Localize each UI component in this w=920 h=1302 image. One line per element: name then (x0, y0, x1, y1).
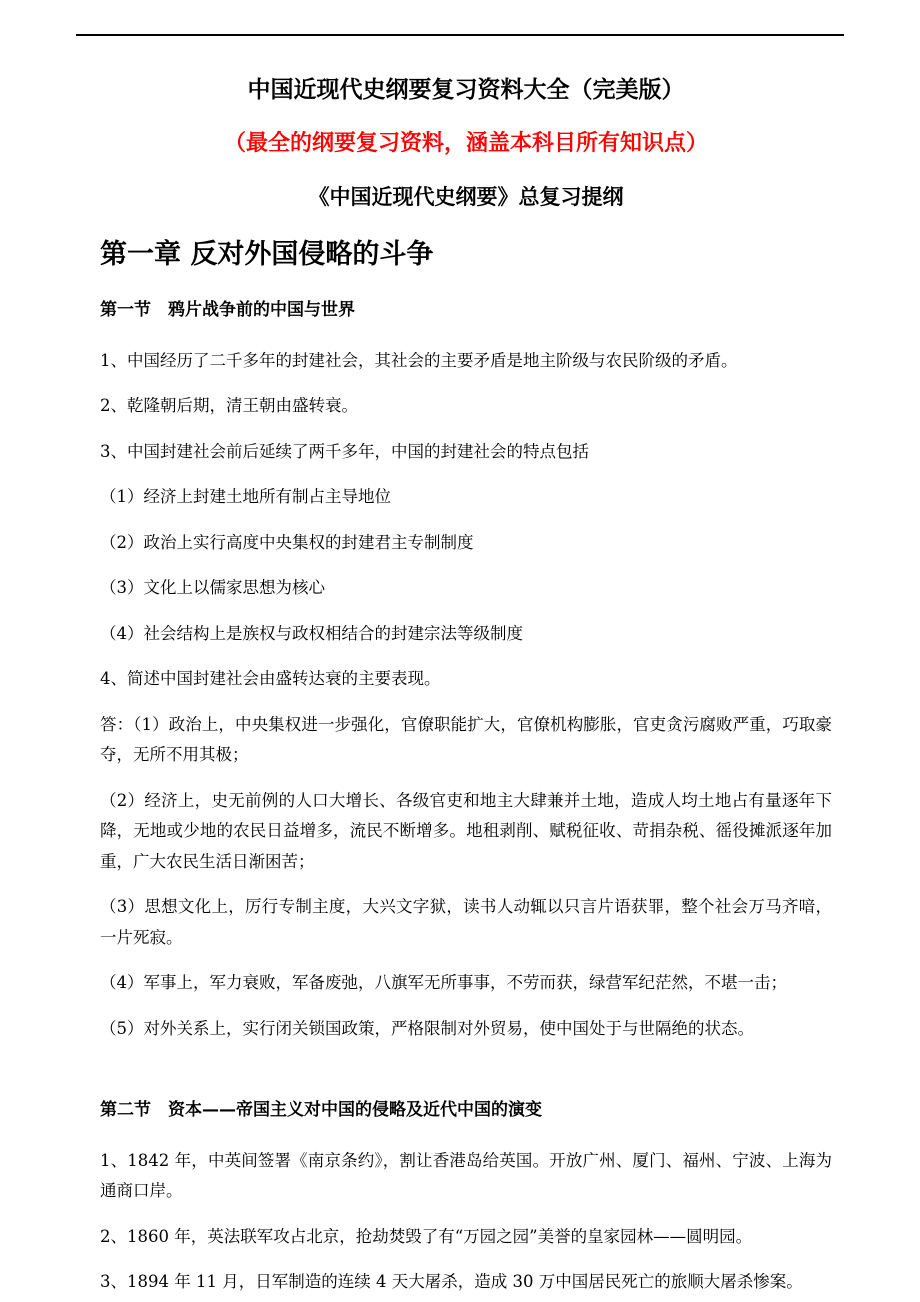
list-item: （4）社会结构上是族权与政权相结合的封建宗法等级制度 (100, 623, 523, 643)
list-item: （2）政治上实行高度中央集权的封建君主专制制度 (100, 532, 474, 552)
answer-paragraph: 答：（1）政治上，中央集权进一步强化，官僚职能扩大，官僚机构膨胀，官吏贪污腐败严重，巧取豪夺，无所不用其极； (100, 714, 832, 765)
paragraph: 1、中国经历了二千多年的封建社会，其社会的主要矛盾是地主阶级与农民阶级的矛盾。 (100, 350, 738, 370)
paragraph: 3、1894 年 11 月，日军制造的连续 4 天大屠杀，造成 30 万中国居民死亡的旅顺大屠杀惨案。 (100, 1272, 803, 1292)
paragraph: 2、1860 年，英法联军攻占北京，抢劫焚毁了有“万园之园”美誉的皇家园林——圆明园。 (100, 1226, 753, 1246)
document-subtitle: （最全的纲要复习资料，涵盖本科目所有知识点） (223, 130, 708, 157)
paragraph: 4、简述中国封建社会由盛转达衰的主要表现。 (100, 669, 441, 689)
answer-paragraph: （3）思想文化上，厉行专制主度，大兴文字狱，读书人动辄以只言片语获罪，整个社会万马齐喑，一片死寂。 (100, 897, 832, 947)
paragraph: 3、中国封建社会前后延续了两千多年，中国的封建社会的特点包括 (100, 441, 589, 461)
list-item: （3）文化上以儒家思想为核心 (100, 578, 325, 598)
list-item: （1）经济上封建土地所有制占主导地位 (100, 487, 391, 507)
answer-paragraph: （2）经济上，史无前例的人口大增长、各级官吏和地主大肆兼并土地，造成人均土地占有量逐年下降，无地或少地的农民日益增多，流民不断增多。地租剥削、赋税征收、苛捐杂税、徭役摊派逐年加重，广大农民生活日渐困苦； (100, 790, 832, 871)
section-1-heading: 第一节 鸦片战争前的中国与世界 (100, 300, 355, 321)
answer-paragraph: （4）军事上，军力衰败，军备废弛，八旗军无所事事，不劳而获，绿营军纪茫然，不堪一击； (100, 973, 787, 993)
document-title: 中国近现代史纲要复习资料大全（完美版） (247, 76, 685, 103)
header-divider (76, 34, 844, 36)
chapter-heading: 第一章 反对外国侵略的斗争 (100, 239, 434, 271)
paragraph: 2、乾隆朝后期，清王朝由盛转衰。 (100, 396, 358, 416)
paragraph: 1、1842 年，中英间签署《南京条约》，割让香港岛给英国。开放广州、厦门、福州、宁波、上海为通商口岸。 (100, 1150, 832, 1201)
outline-title: 《中国近现代史纲要》总复习提纲 (308, 183, 624, 209)
section-2-heading: 第二节 资本——帝国主义对中国的侵略及近代中国的演变 (100, 1100, 542, 1121)
answer-paragraph: （5）对外关系上，实行闭关锁国政策，严格限制对外贸易，使中国处于与世隔绝的状态。 (100, 1018, 754, 1038)
